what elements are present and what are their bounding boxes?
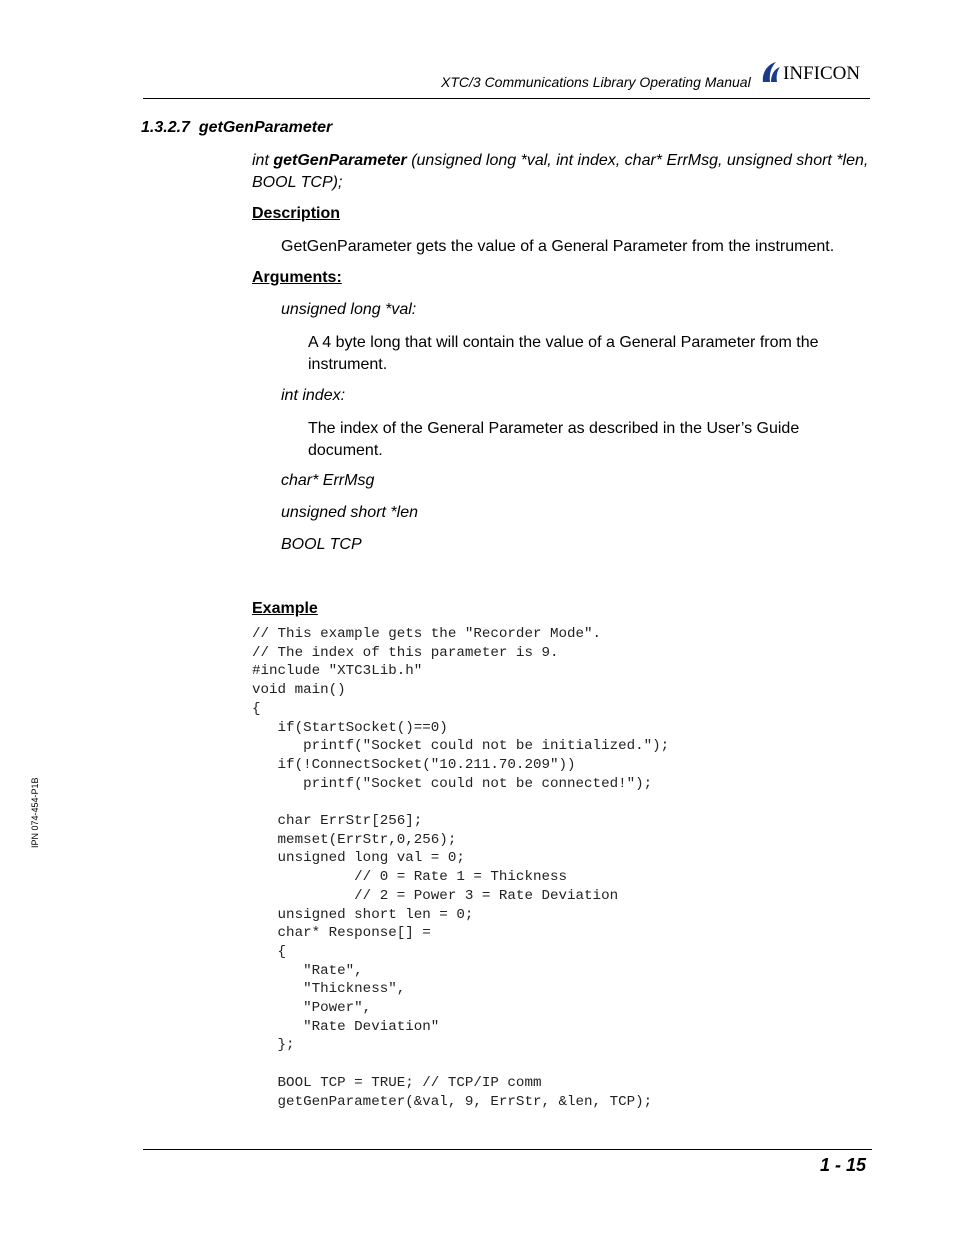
- arg-index-description: The index of the General Parameter as described in the User’s Guide document.: [308, 420, 800, 459]
- arg-tcp-name: BOOL TCP: [281, 536, 362, 553]
- page-number: 1 - 15: [819, 1155, 866, 1175]
- footer-rule: [143, 1149, 872, 1150]
- inficon-logo-mark-icon: [760, 60, 874, 84]
- example-code-block: // This example gets the "Recorder Mode". // The index of this parameter is 9. #include "XTC3Lib.h" void main() { if(StartSocket()==0) printf("Socket could not be initialized."); if(!ConnectSocket("10.211.70.209")) printf("Socket could not be connected!"); char ErrStr[256]; memset(ErrStr,0,256); unsigned long val = 0; // 0 = Rate 1 = Thickness // 2 = Power 3 = Rate Deviation unsigned short len = 0; char* Response[] = { "Rate", "Thickness", "Power", "Rate Deviation" }; BOOL TCP = TRUE; // TCP/IP comm getGenParameter(&val, 9, ErrStr, &len, TCP);: [252, 626, 670, 1110]
- arg-index-name: int index:: [281, 387, 346, 404]
- section-number: 1.3.2.7: [141, 119, 190, 136]
- section-name: getGenParameter: [198, 119, 333, 136]
- signature-return-type: int: [252, 152, 269, 169]
- document-id: IPN 074-454-P1B: [30, 777, 40, 848]
- arg-val-description: A 4 byte long that will contain the value of a General Parameter from the instrument.: [308, 334, 819, 373]
- arg-val-name: unsigned long *val:: [281, 301, 417, 318]
- inficon-logo: [760, 60, 874, 84]
- signature-function-name: getGenParameter: [273, 152, 407, 169]
- description-heading: Description: [252, 205, 341, 222]
- function-signature: [252, 150, 874, 194]
- arg-len-name: unsigned short *len: [281, 504, 418, 521]
- arguments-heading: Arguments:: [252, 269, 342, 286]
- header-rule: [143, 98, 870, 99]
- running-header-title: XTC/3 Communications Library Operating Manual: [441, 74, 751, 90]
- logo-wordmark: INFICON: [783, 63, 861, 84]
- description-text: GetGenParameter gets the value of a General Parameter from the instrument.: [281, 238, 835, 255]
- example-heading: Example: [252, 600, 318, 617]
- arg-errmsg-name: char* ErrMsg: [281, 472, 375, 489]
- signature-params: (unsigned long *val, int index, char* ErrMsg, unsigned short *len, BOOL TCP);: [252, 152, 869, 191]
- section-title: [141, 119, 332, 137]
